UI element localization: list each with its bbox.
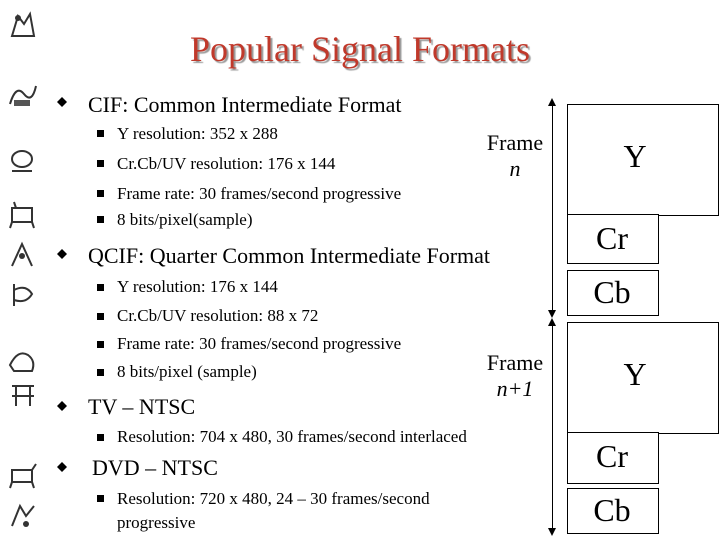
slide-title: Popular Signal Formats <box>190 29 530 69</box>
square-bullet-icon <box>97 495 104 502</box>
square-bullet-icon <box>97 434 104 441</box>
hieroglyph-icon <box>6 280 40 310</box>
hieroglyph-icon <box>6 200 40 230</box>
frame-label-n <box>470 130 560 182</box>
diamond-bullet-icon <box>57 401 67 406</box>
hieroglyph-icon <box>6 240 40 270</box>
y-plane-label: Y <box>623 356 647 392</box>
square-bullet-icon <box>97 216 104 223</box>
frame-label-text: Frame <box>486 350 544 375</box>
hieroglyph-icon <box>6 380 40 410</box>
frame-label-n-plus-1 <box>470 350 560 402</box>
list-item: 8 bits/pixel(sample) <box>117 210 253 229</box>
list-item: Y resolution: 176 x 144 <box>117 277 278 296</box>
square-bullet-icon <box>97 341 104 348</box>
square-bullet-icon <box>97 190 104 197</box>
list-item: Resolution: 720 x 480, 24 – 30 frames/second progressive <box>117 489 430 532</box>
list-item: Cr.Cb/UV resolution: 88 x 72 <box>117 306 319 325</box>
list-item: Y resolution: 352 x 288 <box>117 124 278 143</box>
arrow-down-icon <box>548 528 556 536</box>
list-item: Resolution: 704 x 480, 30 frames/second interlaced <box>117 427 467 446</box>
hieroglyph-icon <box>6 345 40 375</box>
cr-plane-label: Cr <box>596 438 628 474</box>
frame-height-line <box>552 104 553 312</box>
frame-label-text: Frame <box>486 130 544 155</box>
square-bullet-icon <box>97 369 104 376</box>
section-heading-cif: CIF: Common Intermediate Format <box>88 92 402 117</box>
list-item: Cr.Cb/UV resolution: 176 x 144 <box>117 154 336 173</box>
diamond-bullet-icon <box>57 249 67 254</box>
cb-plane-label: Cb <box>593 274 631 310</box>
cb-plane-label: Cb <box>593 492 631 528</box>
section-heading-qcif: QCIF: Quarter Common Intermediate Format <box>88 243 491 268</box>
section-heading-dvd-ntsc: DVD – NTSC <box>92 455 218 480</box>
cr-plane-label: Cr <box>596 220 628 256</box>
hieroglyph-icon <box>6 460 40 490</box>
y-plane-label: Y <box>623 138 647 174</box>
section-heading-tv-ntsc: TV – NTSC <box>88 394 196 419</box>
frame-index: n+1 <box>496 376 534 401</box>
list-item: Frame rate: 30 frames/second progressive <box>117 334 402 353</box>
frame-height-line <box>552 324 553 530</box>
frame-index: n <box>509 156 521 181</box>
decorative-sidebar <box>0 0 50 540</box>
arrow-down-icon <box>548 310 556 318</box>
square-bullet-icon <box>97 284 104 291</box>
square-bullet-icon <box>97 313 104 320</box>
square-bullet-icon <box>97 130 104 137</box>
hieroglyph-icon <box>6 145 40 175</box>
hieroglyph-icon <box>6 500 40 530</box>
list-item: Frame rate: 30 frames/second progressive <box>117 184 402 203</box>
diamond-bullet-icon <box>57 97 67 102</box>
list-item: 8 bits/pixel (sample) <box>117 362 257 381</box>
square-bullet-icon <box>97 160 104 167</box>
diamond-bullet-icon <box>57 462 67 467</box>
hieroglyph-icon <box>6 80 40 110</box>
